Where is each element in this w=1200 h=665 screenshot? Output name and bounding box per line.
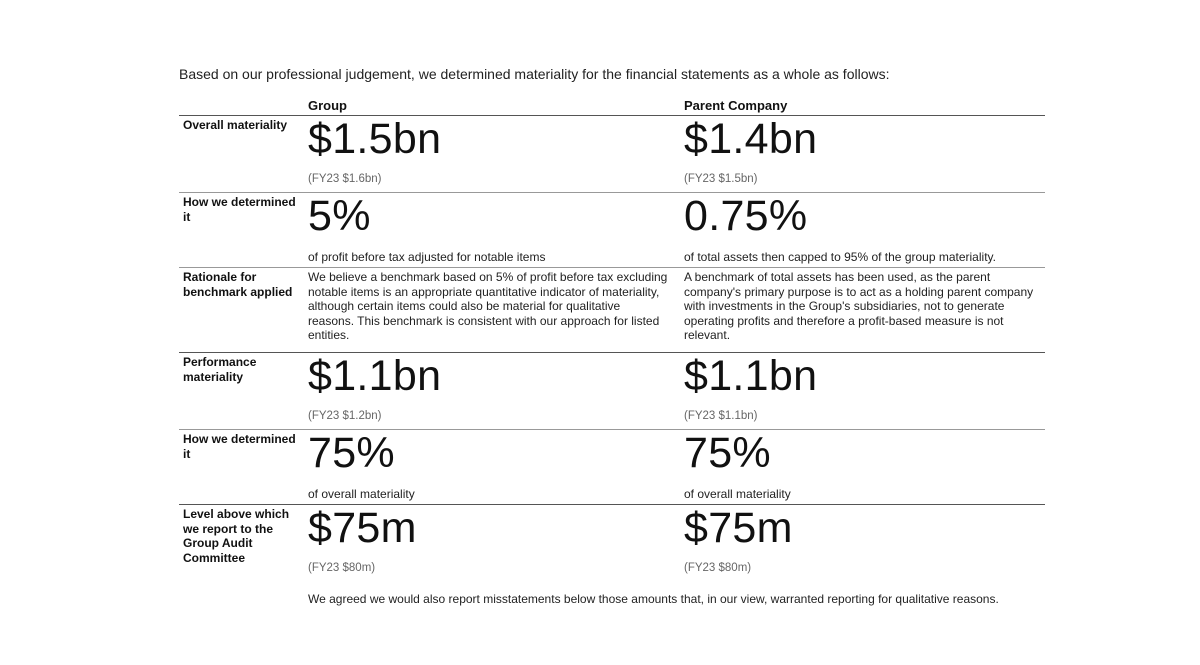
row-label: Level above which we report to the Group Audit Committee	[183, 507, 290, 565]
parent-note: of total assets then capped to 95% of the group materiality.	[684, 250, 996, 264]
group-rationale-text: We believe a benchmark based on 5% of profit before tax excluding notable items is an appropriate quantitative indicator of materiality, although certain items could also be material for qualitative reasons. This benchmark is consistent with our approach for listed entities.	[308, 270, 668, 342]
parent-value: $1.4bn	[684, 115, 818, 163]
table-row-performance-materiality	[179, 352, 1045, 430]
group-note: (FY23 $80m)	[308, 562, 376, 574]
row-label: Rationale for benchmark applied	[183, 270, 293, 299]
row-label: How we determined it	[183, 432, 296, 461]
parent-company-column-header: Parent Company	[684, 98, 788, 113]
table-row-overall-materiality	[179, 115, 1045, 193]
row-label: Overall materiality	[183, 118, 288, 132]
footnote-text: We agreed we would also report misstatements below those amounts that, in our view, warranted reporting for qualitative reasons.	[308, 592, 999, 606]
table-row-reporting-threshold	[179, 504, 1045, 583]
group-note: (FY23 $1.6bn)	[308, 173, 382, 185]
intro-text: Based on our professional judgement, we determined materiality for the financial statements as a whole as follows:	[179, 66, 890, 82]
row-label: Performance materiality	[183, 355, 257, 384]
table-row-rationale	[179, 267, 1045, 353]
parent-value: 0.75%	[684, 192, 808, 240]
parent-value: $75m	[684, 504, 793, 552]
parent-value: $1.1bn	[684, 352, 818, 400]
group-cell	[308, 268, 668, 343]
group-cell	[308, 505, 668, 574]
group-cell	[308, 193, 668, 264]
parent-cell	[684, 116, 1044, 185]
group-value: $1.5bn	[308, 115, 442, 163]
parent-note: (FY23 $80m)	[684, 562, 752, 574]
parent-cell	[684, 505, 1044, 574]
table-row-how-determined-overall	[179, 192, 1045, 268]
group-value: 75%	[308, 429, 395, 477]
group-value: 5%	[308, 192, 371, 240]
parent-rationale-text: A benchmark of total assets has been used, as the parent company's primary purpose is to act as a holding parent company with investments in the Group's subsidiaries, not to generate operating profits and therefore a profit-based measure is not relevant.	[684, 270, 1034, 342]
parent-value: 75%	[684, 429, 771, 477]
row-label: How we determined it	[183, 195, 296, 224]
parent-cell	[684, 268, 1044, 343]
group-cell	[308, 430, 668, 501]
group-note: of overall materiality	[308, 487, 415, 501]
parent-cell	[684, 353, 1044, 422]
group-cell	[308, 116, 668, 185]
parent-note: (FY23 $1.5bn)	[684, 173, 758, 185]
parent-cell	[684, 430, 1044, 501]
table-row-how-determined-performance	[179, 429, 1045, 505]
group-cell	[308, 353, 668, 422]
group-column-header: Group	[308, 98, 347, 113]
parent-note: of overall materiality	[684, 487, 791, 501]
group-value: $1.1bn	[308, 352, 442, 400]
group-value: $75m	[308, 504, 417, 552]
group-note: of profit before tax adjusted for notable items	[308, 250, 546, 264]
parent-cell	[684, 193, 1044, 264]
group-note: (FY23 $1.2bn)	[308, 410, 382, 422]
parent-note: (FY23 $1.1bn)	[684, 410, 758, 422]
